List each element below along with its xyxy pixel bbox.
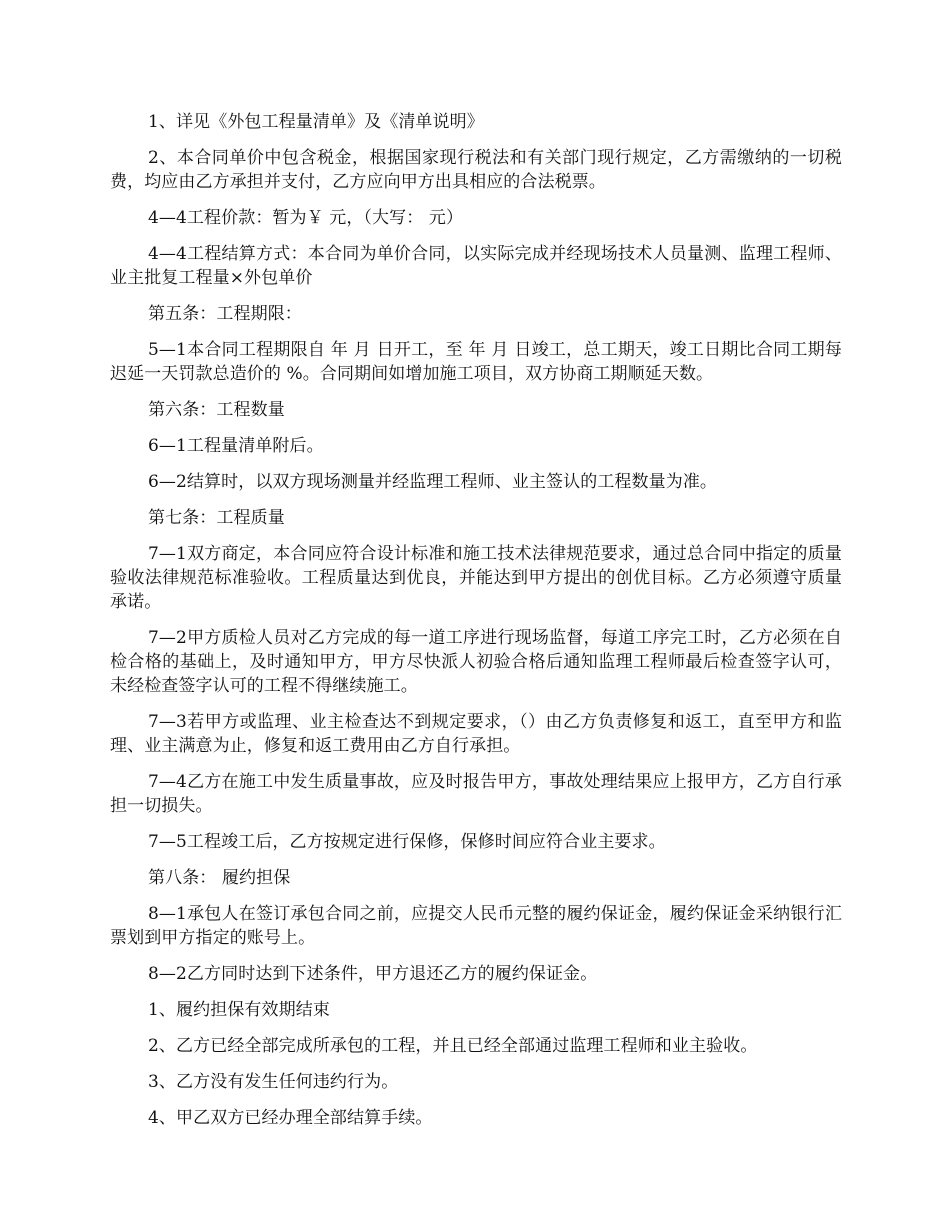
clause-paragraph: 4—4工程结算方式：本合同为单价合同，以实际完成并经现场技术人员量测、监理工程师、业主批复工程量×外包单价	[110, 244, 842, 288]
clause-paragraph: 7—5工程竣工后，乙方按规定进行保修，保修时间应符合业主要求。	[148, 832, 666, 852]
section-heading: 第七条：工程质量	[148, 508, 285, 528]
list-item: 2、乙方已经全部完成所承包的工程，并且已经全部通过监理工程师和业主验收。	[148, 1036, 758, 1056]
list-item: 1、履约担保有效期结束	[148, 1000, 330, 1020]
section-heading: 第六条：工程数量	[148, 400, 285, 420]
clause-paragraph: 7—3若甲方或监理、业主检查达不到规定要求，（）由乙方负责修复和返工，直至甲方和监理、业主满意为止，修复和返工费用由乙方自行承担。	[110, 712, 842, 756]
contract-body	[110, 110, 842, 1142]
clause-paragraph: 2、本合同单价中包含税金，根据国家现行税法和有关部门现行规定，乙方需缴纳的一切税费，均应由乙方承担并支付，乙方应向甲方出具相应的合法税票。	[110, 148, 842, 192]
list-item: 3、乙方没有发生任何违约行为。	[148, 1072, 399, 1092]
clause-paragraph: 4—4工程价款：暂为￥ 元，（大写： 元）	[148, 208, 464, 228]
clause-paragraph: 8—1承包人在签订承包合同之前，应提交人民币元整的履约保证金，履约保证金采纳银行汇票划到甲方指定的账号上。	[110, 904, 842, 948]
clause-paragraph: 7—2甲方质检人员对乙方完成的每一道工序进行现场监督，每道工序完工时，乙方必须在自检合格的基础上，及时通知甲方，甲方尽快派人初验合格后通知监理工程师最后检查签字认可，未经检查签字认可的工程不得继续施工。	[110, 628, 842, 696]
section-heading: 第五条：工程期限：	[148, 304, 302, 324]
clause-paragraph: 7—4乙方在施工中发生质量事故，应及时报告甲方，事故处理结果应上报甲方，乙方自行承担一切损失。	[110, 772, 842, 816]
section-heading: 第八条： 履约担保	[148, 868, 291, 888]
clause-paragraph: 8—2乙方同时达到下述条件，甲方退还乙方的履约保证金。	[148, 964, 598, 984]
list-item: 4、甲乙双方已经办理全部结算手续。	[148, 1108, 433, 1128]
clause-paragraph: 7—1双方商定，本合同应符合设计标准和施工技术法律规范要求，通过总合同中指定的质量验收法律规范标准验收。工程质量达到优良，并能达到甲方提出的创优目标。乙方必须遵守质量承诺。	[110, 544, 842, 612]
clause-paragraph: 5—1本合同工程期限自 年 月 日开工，至 年 月 日竣工，总工期天，竣工日期比合同工期每迟延一天罚款总造价的 %。合同期间如增加施工项目，双方协商工期顺延天数。	[110, 340, 842, 384]
clause-paragraph: 6—2结算时，以双方现场测量并经监理工程师、业主签认的工程数量为准。	[148, 472, 718, 492]
clause-paragraph: 6—1工程量清单附后。	[148, 436, 324, 456]
clause-paragraph: 1、详见《外包工程量清单》及《清单说明》	[148, 112, 484, 132]
